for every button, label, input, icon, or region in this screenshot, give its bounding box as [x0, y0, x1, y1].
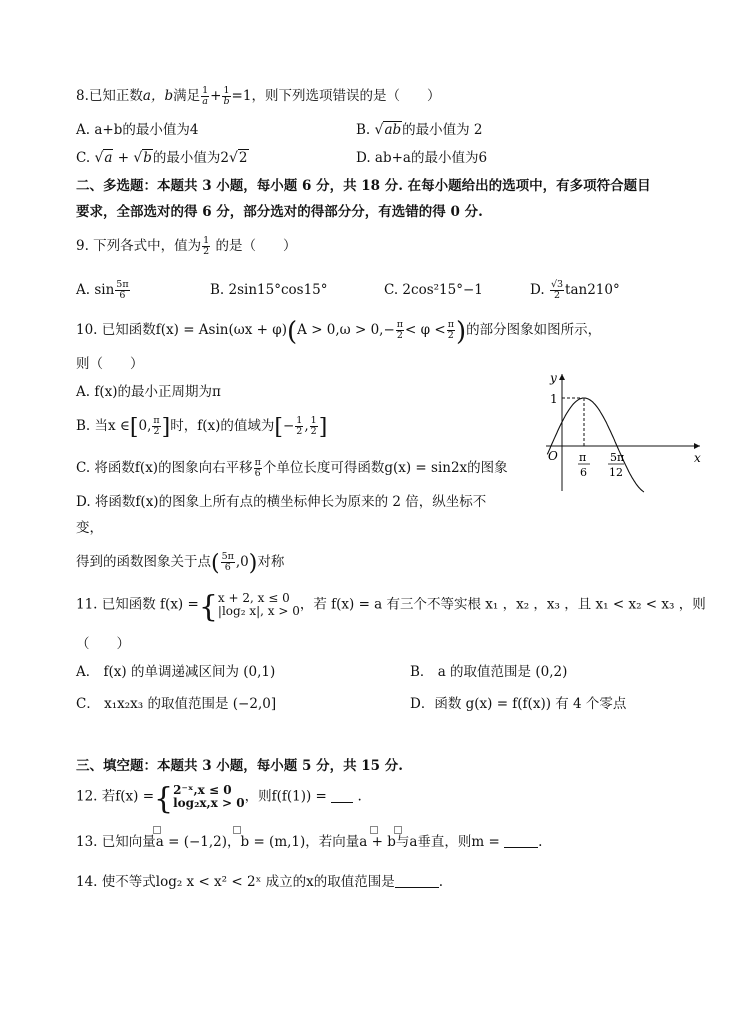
q10-option-d-cont: 变， [76, 520, 103, 536]
tick2-den: 12 [609, 466, 623, 479]
q10-option-b: B. 当x ∈[0, $\frac{\pi}{2}$ ]时，f(x)的值域为[− $\frac{1}{2}$ , $\frac{1}{2}$ ] [76, 415, 328, 440]
q8-option-a: A. a+b的最小值为4 [76, 122, 199, 138]
q11-option-c: C． x₁x₂x₃ 的取值范围是 (−2,0] [76, 696, 277, 712]
section2-heading: 二、多选题：本题共 3 小题，每小题 6 分，共 18 分. 在每小题给出的选项中，有多项符合题目 [76, 178, 651, 194]
q13-stem: 13. 已知向量a = (−1,2)，b = (m,1)，若向量a + b与a垂直，则m = . [76, 834, 543, 850]
q11-stem-cont: （ ） [76, 636, 130, 652]
sine-graph [540, 366, 710, 496]
q9-option-a: A. sin $\frac{5\pi}{6}$ [76, 279, 129, 301]
q10-stem: 10. 已知函数f(x) = Asin(ωx + φ)(A > 0,ω > 0,− $\frac{\pi}{2}$ < φ < $\frac{\pi}{2}$ )的部分图象如图所示， [76, 317, 602, 347]
q10-option-c: C. 将函数f(x)的图象向右平移 $\frac{\pi}{6}$ 个单位长度可得函数g(x) = sin2x的图象 [76, 457, 508, 479]
q14-answer-blank[interactable] [395, 873, 439, 888]
tick2-num: 5π [610, 451, 625, 464]
q10-option-a: A. f(x)的最小正周期为π [76, 384, 221, 400]
vector-b-marker-2 [394, 826, 402, 834]
vector-a-marker [153, 826, 161, 834]
vector-a-marker-2 [370, 826, 378, 834]
q11-stem: 11. 已知函数 f(x) ={ x + 2, x ≤ 0 |log₂ x|, x > 0 ，若 f(x) = a 有三个不等实根 x₁ ，x₂ ，x₃ ，且 x₁ < x₂ < x₃ ，则 [76, 589, 706, 625]
q8-option-c: C. √a + √b的最小值为2√2 [76, 150, 248, 166]
origin-label: O [548, 449, 558, 463]
q11-option-d: D．函数 g(x) = f(f(x)) 有 4 个零点 [410, 696, 627, 712]
section3-heading: 三、填空题：本题共 3 小题，每小题 5 分，共 15 分. [76, 758, 403, 774]
tick1-num: π [579, 451, 587, 464]
q11-option-b: B． a 的取值范围是 (0,2) [410, 664, 568, 680]
q10-option-d-cont2: 得到的函数图象关于点( $\frac{5\pi}{6}$ ,0)对称 [76, 551, 285, 576]
q8-option-b: B. √ab的最小值为 2 [356, 122, 483, 138]
x-axis-arrow [694, 443, 700, 449]
q11-option-a: A． f(x) 的单调递减区间为 (0,1) [76, 664, 276, 680]
q12-stem: 12. 若f(x) ={ 2⁻ˣ,x ≤ 0 log₂x,x > 0 ，则f(f(1)) = . [76, 781, 362, 817]
q9-option-d: D. $\frac{√3}{2}$ tan210° [530, 279, 620, 301]
x-axis-label: x [694, 451, 701, 465]
y-axis-arrow [559, 374, 565, 380]
q9-option-c: C. 2cos²15°−1 [384, 282, 483, 298]
q12-answer-blank[interactable] [331, 788, 353, 803]
section2-heading-cont: 要求，全部选对的得 6 分，部分选对的得部分分，有选错的得 0 分. [76, 204, 483, 220]
q8-stem: 8.已知正数a，b满足 $\frac{1}{a}$ + $\frac{1}{b}$ =1，则下列选项错误的是（ ） [76, 85, 441, 107]
q8-option-d: D. ab+a的最小值为6 [356, 150, 488, 166]
q10-stem-cont: 则（ ） [76, 356, 144, 372]
q9-option-b: B. 2sin15°cos15° [210, 282, 328, 298]
max-label: 1 [550, 392, 558, 406]
q9-stem: 9. 下列各式中，值为 $\frac{1}{2}$ 的是（ ） [76, 235, 297, 257]
q14-stem: 14. 使不等式log₂ x < x² < 2ˣ 成立的x的取值范围是 . [76, 874, 443, 890]
tick1-den: 6 [580, 466, 587, 479]
q13-answer-blank[interactable] [504, 833, 538, 848]
q10-option-d: D. 将函数f(x)的图象上所有点的横坐标伸长为原来的 2 倍，纵坐标不 [76, 494, 487, 510]
vector-b-marker [233, 826, 241, 834]
y-axis-label: y [550, 371, 557, 385]
